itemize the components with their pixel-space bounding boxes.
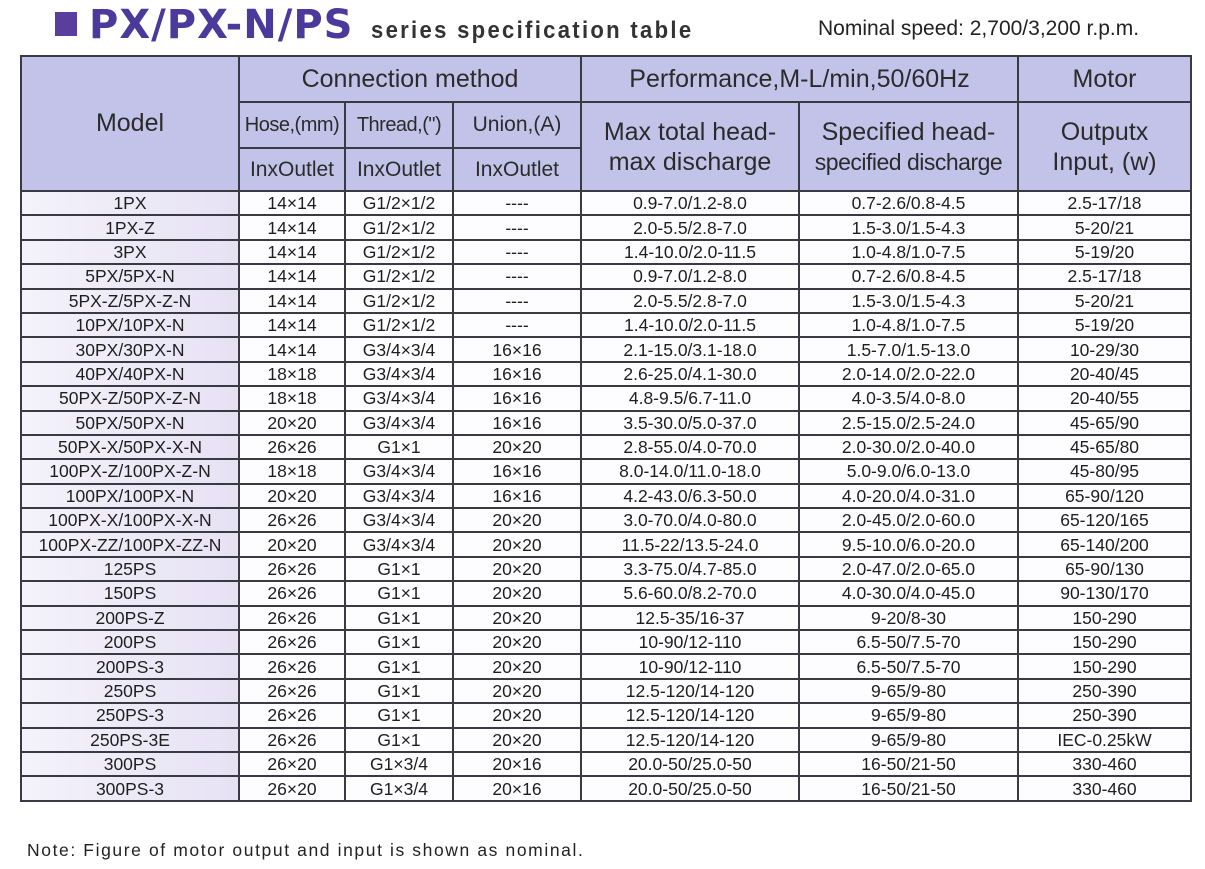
hose-cell: 26×26 (239, 435, 345, 459)
max-head-cell: 0.9-7.0/1.2-8.0 (581, 264, 799, 288)
specified-head-cell: 1.0-4.8/1.0-7.5 (799, 313, 1018, 337)
specified-head-cell: 2.0-30.0/2.0-40.0 (799, 435, 1018, 459)
header-thread: Thread,(") (345, 102, 453, 148)
motor-cell: 20-40/55 (1018, 386, 1191, 410)
union-cell: 20×20 (453, 557, 581, 581)
motor-cell: 150-290 (1018, 654, 1191, 678)
header-hose-inlet-outlet: InxOutlet (239, 148, 345, 191)
thread-cell: G1/2×1/2 (345, 191, 453, 215)
table-row (21, 191, 1191, 215)
title-subtitle: series specification table (371, 17, 694, 44)
union-cell: ---- (453, 240, 581, 264)
max-head-cell: 0.9-7.0/1.2-8.0 (581, 191, 799, 215)
thread-cell: G1×1 (345, 728, 453, 752)
thread-cell: G1/2×1/2 (345, 289, 453, 313)
hose-cell: 26×26 (239, 654, 345, 678)
motor-cell: 65-90/120 (1018, 484, 1191, 508)
specified-head-cell: 9.5-10.0/6.0-20.0 (799, 532, 1018, 556)
union-cell: 16×16 (453, 337, 581, 361)
max-head-cell: 3.3-75.0/4.7-85.0 (581, 557, 799, 581)
union-cell: 16×16 (453, 484, 581, 508)
max-head-cell: 20.0-50/25.0-50 (581, 776, 799, 800)
max-head-cell: 12.5-120/14-120 (581, 728, 799, 752)
hose-cell: 14×14 (239, 289, 345, 313)
model-cell: 200PS-Z (21, 606, 239, 630)
motor-cell: 90-130/170 (1018, 581, 1191, 605)
model-cell: 250PS-3 (21, 703, 239, 727)
table-row (21, 703, 1191, 727)
specified-head-cell: 9-65/9-80 (799, 703, 1018, 727)
thread-cell: G1×1 (345, 654, 453, 678)
header-spec-head-line1: Specified head- (821, 117, 996, 146)
max-head-cell: 2.8-55.0/4.0-70.0 (581, 435, 799, 459)
thread-cell: G3/4×3/4 (345, 386, 453, 410)
motor-cell: 10-29/30 (1018, 337, 1191, 361)
table-row (21, 679, 1191, 703)
table-row (21, 630, 1191, 654)
hose-cell: 14×14 (239, 264, 345, 288)
motor-cell: 5-19/20 (1018, 240, 1191, 264)
max-head-cell: 2.0-5.5/2.8-7.0 (581, 215, 799, 239)
nominal-speed: Nominal speed: 2,700/3,200 r.p.m. (818, 17, 1140, 40)
union-cell: 20×20 (453, 435, 581, 459)
motor-cell: 5-20/21 (1018, 289, 1191, 313)
motor-cell: 330-460 (1018, 776, 1191, 800)
thread-cell: G1×1 (345, 557, 453, 581)
union-cell: 20×20 (453, 654, 581, 678)
union-cell: 16×16 (453, 411, 581, 435)
thread-cell: G3/4×3/4 (345, 411, 453, 435)
thread-cell: G1×3/4 (345, 776, 453, 800)
motor-cell: 45-65/90 (1018, 411, 1191, 435)
header-motor-line2: Input, (w) (1052, 147, 1157, 176)
specified-head-cell: 2.0-45.0/2.0-60.0 (799, 508, 1018, 532)
table-row (21, 508, 1191, 532)
table-body (21, 191, 1191, 801)
max-head-cell: 12.5-120/14-120 (581, 703, 799, 727)
motor-cell: 45-80/95 (1018, 459, 1191, 483)
thread-cell: G1/2×1/2 (345, 313, 453, 337)
union-cell: 16×16 (453, 386, 581, 410)
union-cell: 20×20 (453, 508, 581, 532)
thread-cell: G1×1 (345, 703, 453, 727)
specification-table (20, 55, 1192, 802)
model-cell: 300PS (21, 752, 239, 776)
table-row (21, 215, 1191, 239)
thread-cell: G3/4×3/4 (345, 484, 453, 508)
hose-cell: 20×20 (239, 484, 345, 508)
max-head-cell: 1.4-10.0/2.0-11.5 (581, 240, 799, 264)
union-cell: 20×20 (453, 606, 581, 630)
model-cell: 5PX-Z/5PX-Z-N (21, 289, 239, 313)
motor-cell: 250-390 (1018, 679, 1191, 703)
union-cell: 20×20 (453, 679, 581, 703)
hose-cell: 14×14 (239, 240, 345, 264)
max-head-cell: 1.4-10.0/2.0-11.5 (581, 313, 799, 337)
square-bullet-icon (55, 12, 77, 36)
specified-head-cell: 6.5-50/7.5-70 (799, 654, 1018, 678)
header-motor-line1: Outputx (1060, 117, 1149, 146)
header-motor: Motor (1018, 56, 1191, 102)
max-head-cell: 8.0-14.0/11.0-18.0 (581, 459, 799, 483)
header-connection-method: Connection method (239, 56, 581, 102)
max-head-cell: 11.5-22/13.5-24.0 (581, 532, 799, 556)
hose-cell: 18×18 (239, 386, 345, 410)
union-cell: 20×20 (453, 532, 581, 556)
model-cell: 100PX-X/100PX-X-N (21, 508, 239, 532)
union-cell: 20×20 (453, 728, 581, 752)
motor-cell: 5-20/21 (1018, 215, 1191, 239)
table-row (21, 606, 1191, 630)
hose-cell: 26×26 (239, 508, 345, 532)
max-head-cell: 2.1-15.0/3.1-18.0 (581, 337, 799, 361)
union-cell: 20×16 (453, 752, 581, 776)
motor-cell: 2.5-17/18 (1018, 191, 1191, 215)
max-head-cell: 5.6-60.0/8.2-70.0 (581, 581, 799, 605)
hose-cell: 20×20 (239, 411, 345, 435)
model-cell: 10PX/10PX-N (21, 313, 239, 337)
header-max-head (581, 102, 799, 191)
hose-cell: 26×26 (239, 679, 345, 703)
table-row (21, 728, 1191, 752)
page-title (55, 2, 722, 50)
header-max-head-line2: max discharge (608, 147, 772, 176)
max-head-cell: 10-90/12-110 (581, 630, 799, 654)
hose-cell: 14×14 (239, 215, 345, 239)
thread-cell: G1×1 (345, 435, 453, 459)
table-row (21, 362, 1191, 386)
thread-cell: G3/4×3/4 (345, 532, 453, 556)
max-head-cell: 20.0-50/25.0-50 (581, 752, 799, 776)
model-cell: 150PS (21, 581, 239, 605)
union-cell: 20×16 (453, 776, 581, 800)
model-cell: 30PX/30PX-N (21, 337, 239, 361)
model-cell: 200PS-3 (21, 654, 239, 678)
table-row (21, 557, 1191, 581)
header-hose: Hose,(mm) (239, 102, 345, 148)
specified-head-cell: 1.5-3.0/1.5-4.3 (799, 215, 1018, 239)
thread-cell: G3/4×3/4 (345, 508, 453, 532)
footnote: Note: Figure of motor output and input is shown as nominal. (27, 840, 585, 860)
thread-cell: G3/4×3/4 (345, 362, 453, 386)
specified-head-cell: 4.0-30.0/4.0-45.0 (799, 581, 1018, 605)
thread-cell: G1/2×1/2 (345, 264, 453, 288)
model-cell: 50PX-X/50PX-X-N (21, 435, 239, 459)
motor-cell: 65-90/130 (1018, 557, 1191, 581)
union-cell: 20×20 (453, 630, 581, 654)
union-cell: 16×16 (453, 459, 581, 483)
model-cell: 300PS-3 (21, 776, 239, 800)
motor-cell: 150-290 (1018, 630, 1191, 654)
specified-head-cell: 1.0-4.8/1.0-7.5 (799, 240, 1018, 264)
hose-cell: 20×20 (239, 532, 345, 556)
table-row (21, 386, 1191, 410)
motor-cell: 20-40/45 (1018, 362, 1191, 386)
max-head-cell: 3.0-70.0/4.0-80.0 (581, 508, 799, 532)
thread-cell: G1×1 (345, 581, 453, 605)
union-cell: ---- (453, 191, 581, 215)
model-cell: 200PS (21, 630, 239, 654)
specified-head-cell: 4.0-20.0/4.0-31.0 (799, 484, 1018, 508)
union-cell: ---- (453, 313, 581, 337)
table-row (21, 289, 1191, 313)
table-row (21, 532, 1191, 556)
specified-head-cell: 2.0-47.0/2.0-65.0 (799, 557, 1018, 581)
specified-head-cell: 9-65/9-80 (799, 679, 1018, 703)
specified-head-cell: 1.5-7.0/1.5-13.0 (799, 337, 1018, 361)
motor-cell: 250-390 (1018, 703, 1191, 727)
motor-cell: 330-460 (1018, 752, 1191, 776)
hose-cell: 14×14 (239, 337, 345, 361)
thread-cell: G1×1 (345, 630, 453, 654)
max-head-cell: 4.2-43.0/6.3-50.0 (581, 484, 799, 508)
series-name: PX/PX-N/PS (89, 2, 354, 48)
specified-head-cell: 9-20/8-30 (799, 606, 1018, 630)
model-cell: 100PX/100PX-N (21, 484, 239, 508)
table-row (21, 484, 1191, 508)
hose-cell: 26×26 (239, 703, 345, 727)
table-row (21, 581, 1191, 605)
union-cell: 20×20 (453, 703, 581, 727)
table-row (21, 313, 1191, 337)
table-row (21, 240, 1191, 264)
hose-cell: 14×14 (239, 313, 345, 337)
specified-head-cell: 2.5-15.0/2.5-24.0 (799, 411, 1018, 435)
max-head-cell: 2.6-25.0/4.1-30.0 (581, 362, 799, 386)
header-performance: Performance,M-L/min,50/60Hz (581, 56, 1018, 102)
hose-cell: 18×18 (239, 362, 345, 386)
header-union: Union,(A) (453, 102, 581, 148)
header-thread-inlet-outlet: InxOutlet (345, 148, 453, 191)
hose-cell: 26×26 (239, 630, 345, 654)
specified-head-cell: 5.0-9.0/6.0-13.0 (799, 459, 1018, 483)
hose-cell: 14×14 (239, 191, 345, 215)
header-specified-head (799, 102, 1018, 191)
hose-cell: 26×26 (239, 728, 345, 752)
union-cell: ---- (453, 215, 581, 239)
hose-cell: 26×26 (239, 581, 345, 605)
model-cell: 40PX/40PX-N (21, 362, 239, 386)
header-union-inlet-outlet: InxOutlet (453, 148, 581, 191)
max-head-cell: 12.5-35/16-37 (581, 606, 799, 630)
model-cell: 1PX-Z (21, 215, 239, 239)
motor-cell: 150-290 (1018, 606, 1191, 630)
model-cell: 3PX (21, 240, 239, 264)
thread-cell: G3/4×3/4 (345, 459, 453, 483)
model-cell: 100PX-ZZ/100PX-ZZ-N (21, 532, 239, 556)
table-row (21, 435, 1191, 459)
max-head-cell: 3.5-30.0/5.0-37.0 (581, 411, 799, 435)
max-head-cell: 2.0-5.5/2.8-7.0 (581, 289, 799, 313)
table-row (21, 459, 1191, 483)
specified-head-cell: 0.7-2.6/0.8-4.5 (799, 264, 1018, 288)
hose-cell: 18×18 (239, 459, 345, 483)
header-model: Model (21, 56, 239, 191)
table-row (21, 337, 1191, 361)
model-cell: 1PX (21, 191, 239, 215)
header-spec-head-line2: specified discharge (814, 148, 1003, 175)
specified-head-cell: 4.0-3.5/4.0-8.0 (799, 386, 1018, 410)
model-cell: 100PX-Z/100PX-Z-N (21, 459, 239, 483)
union-cell: ---- (453, 289, 581, 313)
thread-cell: G1×3/4 (345, 752, 453, 776)
specified-head-cell: 1.5-3.0/1.5-4.3 (799, 289, 1018, 313)
specified-head-cell: 16-50/21-50 (799, 776, 1018, 800)
table-row (21, 411, 1191, 435)
motor-cell: 2.5-17/18 (1018, 264, 1191, 288)
max-head-cell: 12.5-120/14-120 (581, 679, 799, 703)
table-row (21, 654, 1191, 678)
model-cell: 5PX/5PX-N (21, 264, 239, 288)
union-cell: ---- (453, 264, 581, 288)
thread-cell: G1×1 (345, 606, 453, 630)
hose-cell: 26×26 (239, 606, 345, 630)
specified-head-cell: 6.5-50/7.5-70 (799, 630, 1018, 654)
specified-head-cell: 9-65/9-80 (799, 728, 1018, 752)
motor-cell: 65-120/165 (1018, 508, 1191, 532)
thread-cell: G1/2×1/2 (345, 215, 453, 239)
model-cell: 125PS (21, 557, 239, 581)
header-motor-output-input (1018, 102, 1191, 191)
max-head-cell: 10-90/12-110 (581, 654, 799, 678)
motor-cell: 5-19/20 (1018, 313, 1191, 337)
specified-head-cell: 2.0-14.0/2.0-22.0 (799, 362, 1018, 386)
hose-cell: 26×20 (239, 776, 345, 800)
max-head-cell: 4.8-9.5/6.7-11.0 (581, 386, 799, 410)
motor-cell: 65-140/200 (1018, 532, 1191, 556)
table-row (21, 264, 1191, 288)
specified-head-cell: 16-50/21-50 (799, 752, 1018, 776)
hose-cell: 26×26 (239, 557, 345, 581)
model-cell: 50PX-Z/50PX-Z-N (21, 386, 239, 410)
union-cell: 20×20 (453, 581, 581, 605)
header-max-head-line1: Max total head- (603, 117, 777, 146)
model-cell: 250PS-3E (21, 728, 239, 752)
motor-cell: IEC-0.25kW (1018, 728, 1191, 752)
union-cell: 16×16 (453, 362, 581, 386)
hose-cell: 26×20 (239, 752, 345, 776)
specified-head-cell: 0.7-2.6/0.8-4.5 (799, 191, 1018, 215)
thread-cell: G3/4×3/4 (345, 337, 453, 361)
model-cell: 250PS (21, 679, 239, 703)
thread-cell: G1/2×1/2 (345, 240, 453, 264)
motor-cell: 45-65/80 (1018, 435, 1191, 459)
table-row (21, 752, 1191, 776)
table-row (21, 776, 1191, 800)
model-cell: 50PX/50PX-N (21, 411, 239, 435)
thread-cell: G1×1 (345, 679, 453, 703)
